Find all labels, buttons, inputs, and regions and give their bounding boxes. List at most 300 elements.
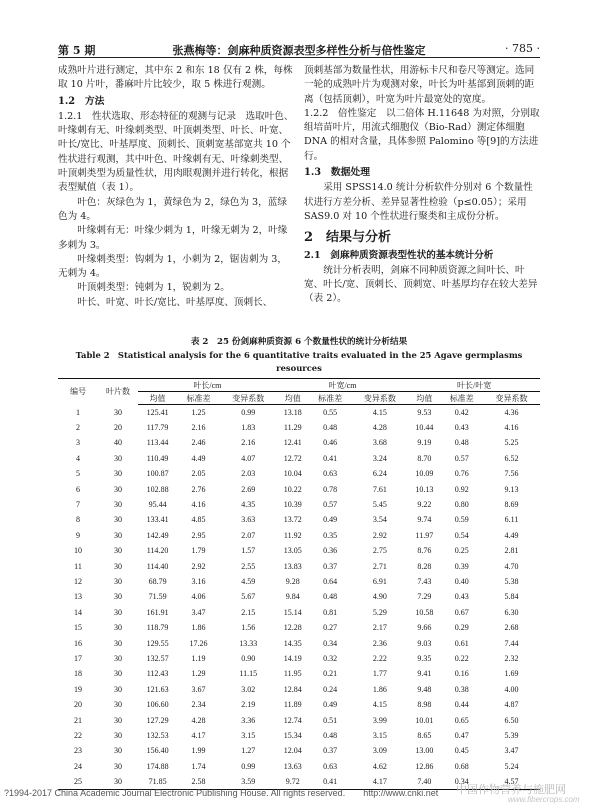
col-header-leaves: 叶片数 [98, 379, 138, 405]
table-cell: 174.88 [146, 761, 169, 771]
table-cell: 6.30 [504, 607, 519, 617]
sub-header: 均值 [408, 392, 440, 405]
table-cell: 30 [114, 623, 122, 633]
table-cell: 16 [74, 638, 82, 648]
table-cell: 9.84 [285, 592, 300, 602]
table-row [58, 512, 540, 527]
sub-header: 标准差 [440, 392, 483, 405]
table-cell: 4.49 [504, 530, 519, 540]
table-cell: 5.29 [372, 607, 387, 617]
table-cell: 8.76 [417, 546, 432, 556]
paragraph-quantitative: 叶长、叶宽、叶长/宽比、叶基厚度、顶刺长、 [77, 296, 273, 308]
table-cell: 112.43 [146, 669, 169, 679]
table-cell: 2.76 [191, 484, 206, 494]
table-cell: 21 [74, 715, 82, 725]
table-row [58, 543, 540, 558]
table-cell: 5.45 [372, 500, 387, 510]
watermark-text: 中国作物营养与施肥网 [456, 784, 566, 796]
table-cell: 9.03 [417, 638, 432, 648]
table-cell: 12.41 [283, 438, 302, 448]
table-cell: 132.57 [146, 653, 169, 663]
table-cell: 0.46 [323, 438, 338, 448]
table-cell: 6.11 [504, 515, 519, 525]
table-cell: 3.15 [241, 730, 256, 740]
paragraph-leaf-color: 叶色：灰绿色为 1，黄绿色为 2，绿色为 3，蓝绿色为 4。 [58, 196, 287, 222]
table-cell: 68.79 [148, 576, 167, 586]
table-cell: 0.48 [323, 592, 338, 602]
table-cell: 6 [76, 484, 80, 494]
table-cell: 7.43 [417, 576, 432, 586]
table-cell: 2.46 [191, 438, 206, 448]
paragraph-1-2-2: 1.2.2 倍性鉴定 以二倍体 H.11648 为对照，分别取组培苗叶片，用流式细胞仪（Bio-Rad）测定体细胞 DNA 的相对含量，具体参照 Palomino 等[9]的方法进行。 [304, 107, 540, 162]
table-cell: 4.15 [372, 407, 387, 417]
table-cell: 106.60 [146, 700, 169, 710]
table-cell: 0.40 [454, 576, 469, 586]
table-cell: 10.09 [415, 469, 434, 479]
table-cell: 1.27 [241, 746, 256, 756]
table-cell: 9.53 [417, 407, 432, 417]
table-cell: 10.44 [415, 423, 434, 433]
copyright-line: ?1994-2017 China Academic Journal Electronic Publishing House. All rights reserved. http://www.cnki.net [4, 788, 439, 798]
table-cell: 142.49 [146, 530, 169, 540]
sub-header: 均值 [138, 392, 177, 405]
table-cell: 2.92 [372, 530, 387, 540]
stats-table [58, 378, 540, 790]
table-cell: 0.57 [323, 500, 338, 510]
table-cell: 1.19 [191, 653, 206, 663]
table-cell: 0.59 [454, 515, 469, 525]
left-column [58, 64, 294, 310]
table-cell: 0.68 [454, 761, 469, 771]
table-cell: 0.81 [323, 607, 338, 617]
table-cell: 13.83 [283, 561, 302, 571]
table-cell: 3.36 [241, 715, 256, 725]
table-cell: 3 [76, 438, 80, 448]
table-cell: 10.22 [283, 484, 302, 494]
table-cell: 30 [114, 407, 122, 417]
table-cell: 4.49 [191, 453, 206, 463]
table-cell: 2.22 [372, 653, 387, 663]
table-cell: 7.29 [417, 592, 432, 602]
table-cell: 4.17 [351, 774, 408, 789]
table-cell: 1.25 [191, 407, 206, 417]
table-cell: 1.69 [504, 669, 519, 679]
table-cell: 4.36 [504, 407, 519, 417]
table-cell: 4 [76, 453, 80, 463]
table-cell: 10.04 [283, 469, 302, 479]
table-cell: 9.19 [417, 438, 432, 448]
table-2 [58, 336, 540, 790]
table-cell: 24 [74, 761, 82, 771]
table-cell: 7 [76, 500, 80, 510]
table-cell: 30 [114, 638, 122, 648]
table-row [58, 589, 540, 604]
table-row [58, 620, 540, 635]
table-cell: 0.49 [323, 515, 338, 525]
table-cell: 10 [74, 546, 82, 556]
group-header-width: 叶宽/cm [277, 379, 409, 392]
footer [4, 784, 594, 804]
table-cell: 0.34 [440, 774, 483, 789]
paragraph-1-2-1: 1.2.1 性状选取、形态特征的观测与记录 选取叶色、叶缘刺有无、叶缘刺类型、叶顶刺类型、叶长、叶宽、叶长/宽比、叶基厚度、顶刺长、顶刺宽基部宽共 10 个性状进行观测，其中叶色、叶缘刺有无、叶缘刺类型、叶顶刺类型为质量性状，用肉眼观测并进行转化，根据表型赋值（表 1）。 [58, 110, 294, 194]
table-cell: 3.63 [241, 515, 256, 525]
table-cell: 1.77 [372, 669, 387, 679]
table-cell: 30 [114, 561, 122, 571]
table-row [58, 682, 540, 697]
table-cell: 6.52 [504, 453, 519, 463]
table-cell: 4.70 [504, 561, 519, 571]
table-cell: 30 [114, 653, 122, 663]
table-row [58, 743, 540, 758]
table-cell: 30 [114, 700, 122, 710]
table-cell: 0.22 [454, 653, 469, 663]
table-cell: 9.72 [277, 774, 309, 789]
table-cell: 3.16 [191, 576, 206, 586]
table-cell: 3.59 [220, 774, 277, 789]
table-cell: 1.86 [372, 684, 387, 694]
table-cell: 23 [74, 746, 82, 756]
table-cell: 7.40 [408, 774, 440, 789]
table-cell: 2.55 [241, 561, 256, 571]
table-cell: 6.91 [372, 576, 387, 586]
table-cell: 2.05 [191, 469, 206, 479]
table-cell: 0.48 [323, 423, 338, 433]
table-cell: 2.92 [191, 561, 206, 571]
table-cell: 13.05 [283, 546, 302, 556]
table-cell: 2.17 [372, 623, 387, 633]
table-cell: 100.87 [146, 469, 169, 479]
running-header [58, 40, 540, 58]
table-row [58, 466, 540, 481]
table-cell: 0.32 [323, 653, 338, 663]
table-cell: 19 [74, 684, 82, 694]
table-cell: 8.69 [504, 500, 519, 510]
table-cell: 0.99 [241, 407, 256, 417]
table-cell: 4.06 [191, 592, 206, 602]
table-cell: 4.62 [372, 761, 387, 771]
table-cell: 11.95 [283, 669, 302, 679]
table-cell: 0.80 [454, 500, 469, 510]
table-cell: 5.84 [504, 592, 519, 602]
table-cell: 7.61 [372, 484, 387, 494]
table-cell: 0.99 [241, 761, 256, 771]
table-cell: 8 [76, 515, 80, 525]
table-cell: 3.09 [372, 746, 387, 756]
section-heading-2-1: 2.1 剑麻种质资源表型性状的基本统计分析 [304, 250, 494, 262]
table-cell: 113.44 [146, 438, 169, 448]
table-cell: 1.29 [191, 669, 206, 679]
table-row [58, 712, 540, 727]
table-cell: 0.67 [454, 607, 469, 617]
table-cell: 0.61 [454, 638, 469, 648]
table-cell: 11.89 [283, 700, 302, 710]
table-cell: 30 [114, 684, 122, 694]
table-cell: 1.99 [191, 746, 206, 756]
table-cell: 5.25 [504, 438, 519, 448]
sub-header: 均值 [277, 392, 309, 405]
table-cell: 9.22 [417, 500, 432, 510]
table-cell: 127.29 [146, 715, 169, 725]
table-cell: 2.07 [241, 530, 256, 540]
table-cell: 0.92 [454, 484, 469, 494]
table-row [58, 405, 540, 420]
table-row [58, 697, 540, 712]
table-cell: 15.34 [283, 730, 302, 740]
table-cell: 0.55 [323, 407, 338, 417]
table-cell: 2.58 [177, 774, 220, 789]
table-cell: 4.57 [483, 774, 540, 789]
table-cell: 1.56 [241, 623, 256, 633]
table-cell: 0.35 [323, 530, 338, 540]
table-cell: 30 [114, 592, 122, 602]
table-caption-zh: 表 2 25 份剑麻种质资源 6 个数量性状的统计分析结果 [190, 337, 408, 347]
table-row [58, 666, 540, 681]
table-cell: 9.13 [504, 484, 519, 494]
paragraph-data-processing: 采用 SPSS14.0 统计分析软件分别对 6 个数量性状进行方差分析、差异显著性检验（p≤0.05）；采用 SAS9.0 对 10 个性状进行聚类和主成份分析。 [304, 182, 533, 222]
paragraph: 成熟叶片进行测定，其中东 2 和东 18 仅有 2 株，每株取 10 片叶，番麻叶片比较少，取 5 株进行观测。 [58, 65, 293, 91]
table-cell: 14.35 [283, 638, 302, 648]
running-title: 张燕梅等：剑麻种质资源表型多样性分析与倍性鉴定 [172, 44, 426, 57]
table-cell: 156.40 [146, 746, 169, 756]
table-cell: 12.72 [283, 453, 302, 463]
table-cell: 5.67 [241, 592, 256, 602]
table-cell: 1.57 [241, 546, 256, 556]
table-cell: 4.59 [241, 576, 256, 586]
table-cell: 12 [74, 576, 82, 586]
table-cell: 2.36 [372, 638, 387, 648]
table-cell: 2.34 [191, 700, 206, 710]
table-cell: 30 [114, 715, 122, 725]
table-cell: 2 [76, 423, 80, 433]
table-cell: 0.63 [323, 761, 338, 771]
table-cell: 18 [74, 669, 82, 679]
table-cell: 30 [114, 669, 122, 679]
table-cell: 0.64 [323, 576, 338, 586]
table-cell: 0.90 [241, 653, 256, 663]
table-cell: 2.71 [372, 561, 387, 571]
table-row [58, 497, 540, 512]
table-cell: 0.57 [454, 453, 469, 463]
table-cell: 9.66 [417, 623, 432, 633]
table-cell: 30 [114, 607, 122, 617]
table-cell: 2.16 [191, 423, 206, 433]
table-cell: 3.47 [504, 746, 519, 756]
table-cell: 132.53 [146, 730, 169, 740]
table-row [58, 651, 540, 666]
table-cell: 117.79 [146, 423, 169, 433]
table-row [58, 635, 540, 650]
table-cell: 0.76 [454, 469, 469, 479]
table-cell: 121.63 [146, 684, 169, 694]
table-cell: 5.38 [504, 576, 519, 586]
table-cell: 0.43 [454, 592, 469, 602]
table-cell: 13.00 [415, 746, 434, 756]
table-cell: 0.42 [454, 407, 469, 417]
table-cell: 0.44 [454, 700, 469, 710]
table-cell: 9.41 [417, 669, 432, 679]
table-cell: 1.83 [241, 423, 256, 433]
table-cell: 12.28 [283, 623, 302, 633]
table-cell: 0.78 [323, 484, 338, 494]
table-cell: 4.28 [191, 715, 206, 725]
table-cell: 4.90 [372, 592, 387, 602]
table-cell: 0.29 [454, 623, 469, 633]
table-caption-en: Table 2 Statistical analysis for the 6 quantitative traits evaluated in the 25 Agave germplasms resources [75, 350, 523, 373]
table-cell: 30 [114, 484, 122, 494]
table-cell: 30 [114, 746, 122, 756]
table-cell: 14.19 [283, 653, 302, 663]
table-cell: 1.86 [191, 623, 206, 633]
table-cell: 0.21 [323, 669, 338, 679]
paragraph-edge-spine: 叶缘刺有无：叶缘少刺为 1，叶缘无刺为 2，叶缘多刺为 3。 [58, 225, 288, 251]
sub-header: 变异系数 [483, 392, 540, 405]
paragraph-edge-spine-type: 叶缘刺类型：钩刺为 1，小刺为 2，锯齿刺为 3，无刺为 4。 [58, 253, 287, 280]
table-cell: 4.16 [191, 500, 206, 510]
table-cell: 3.68 [372, 438, 387, 448]
table-cell: 13.18 [283, 407, 302, 417]
table-cell: 133.41 [146, 515, 169, 525]
group-header-length: 叶长/cm [138, 379, 277, 392]
table-cell: 9.35 [417, 653, 432, 663]
table-cell: 13 [74, 592, 82, 602]
table-cell: 0.38 [454, 684, 469, 694]
table-cell: 12.74 [283, 715, 302, 725]
table-cell: 8.65 [417, 730, 432, 740]
table-cell: 11 [74, 561, 82, 571]
table-cell: 3.99 [372, 715, 387, 725]
table-cell: 9.74 [417, 515, 432, 525]
table-cell: 0.24 [323, 684, 338, 694]
table-cell: 110.49 [146, 453, 169, 463]
table-cell: 6.50 [504, 715, 519, 725]
table-cell: 20 [114, 423, 122, 433]
table-cell: 30 [114, 500, 122, 510]
paragraph-stats: 统计分析表明，剑麻不同种质资源之间叶长、叶宽、叶长/宽、顶刺长、顶刺宽、叶基厚均存在较大差异（表 2）。 [304, 264, 538, 305]
table-cell: 2.81 [504, 546, 519, 556]
table-cell: 11.29 [283, 423, 302, 433]
table-cell: 11.92 [283, 530, 302, 540]
table-cell: 30 [114, 453, 122, 463]
table-cell: 0.63 [323, 469, 338, 479]
table-cell: 15 [74, 623, 82, 633]
issue-number: 第 5 期 [58, 44, 96, 57]
table-cell: 95.44 [148, 500, 167, 510]
paragraph: 顶刺基部为数量性状，用游标卡尺和卷尺等测定。选同一轮的成熟叶片为观测对象，叶长为叶基部到顶刺的距离（包括顶刺），叶宽为叶片最宽处的宽度。 [304, 65, 535, 105]
col-header-no: 编号 [58, 379, 98, 405]
table-cell: 30 [114, 469, 122, 479]
table-cell: 0.36 [323, 546, 338, 556]
table-cell: 13.63 [283, 761, 302, 771]
table-cell: 7.56 [504, 469, 519, 479]
table-cell: 3.47 [191, 607, 206, 617]
table-cell: 9.48 [417, 684, 432, 694]
table-cell: 8.28 [417, 561, 432, 571]
table-cell: 71.59 [148, 592, 167, 602]
table-cell: 3.24 [372, 453, 387, 463]
watermark-url: www.fibercrops.com [508, 795, 580, 804]
table-cell: 0.48 [323, 730, 338, 740]
table-cell: 0.41 [323, 453, 338, 463]
table-cell: 4.15 [372, 700, 387, 710]
table-cell: 1 [76, 407, 80, 417]
table-cell: 10.58 [415, 607, 434, 617]
table-cell: 3.54 [372, 515, 387, 525]
table-row [58, 728, 540, 743]
table-cell: 15.14 [283, 607, 302, 617]
table-cell: 4.07 [241, 453, 256, 463]
table-cell: 2.16 [241, 438, 256, 448]
table-row [58, 605, 540, 620]
table-cell: 14 [74, 607, 82, 617]
table-cell: 4.35 [241, 500, 256, 510]
table-cell: 0.65 [454, 715, 469, 725]
table-cell: 0.54 [454, 530, 469, 540]
table-cell: 161.91 [146, 607, 169, 617]
table-cell: 0.37 [323, 746, 338, 756]
table-cell: 30 [114, 515, 122, 525]
table-cell: 30 [114, 530, 122, 540]
table-cell: 2.75 [372, 546, 387, 556]
table-cell: 13.33 [239, 638, 258, 648]
table-cell: 11.97 [415, 530, 434, 540]
table-cell: 2.15 [241, 607, 256, 617]
table-cell: 17 [74, 653, 82, 663]
table-cell: 3.67 [191, 684, 206, 694]
table-cell: 4.16 [504, 423, 519, 433]
table-row [58, 420, 540, 435]
sub-header: 标准差 [177, 392, 220, 405]
sub-header: 标准差 [309, 392, 352, 405]
table-row [58, 451, 540, 466]
table-cell: 2.03 [241, 469, 256, 479]
table-cell: 12.86 [415, 761, 434, 771]
table-cell: 4.00 [504, 684, 519, 694]
table-cell: 17.26 [189, 638, 208, 648]
table-row [58, 558, 540, 573]
table-cell: 30 [114, 576, 122, 586]
table-cell: 9.28 [285, 576, 300, 586]
table-cell: 129.55 [146, 638, 169, 648]
table-cell: 1.74 [191, 761, 206, 771]
table-row [58, 435, 540, 450]
table-cell: 4.28 [372, 423, 387, 433]
table-cell: 2.68 [504, 623, 519, 633]
section-heading-1-2: 1.2 方法 [58, 95, 105, 107]
table-cell: 22 [74, 730, 82, 740]
table-cell: 0.45 [454, 746, 469, 756]
table-cell: 6.24 [372, 469, 387, 479]
table-row [58, 758, 540, 773]
table-cell: 71.85 [138, 774, 177, 789]
right-column [304, 64, 540, 306]
table-cell: 114.20 [146, 546, 169, 556]
section-heading-2: 2 结果与分析 [304, 230, 392, 246]
table-cell: 0.41 [309, 774, 352, 789]
table-cell: 4.85 [191, 515, 206, 525]
table-cell: 118.79 [146, 623, 169, 633]
table-cell: 1.79 [191, 546, 206, 556]
table-cell: 25 [58, 774, 98, 789]
table-cell: 40 [114, 438, 122, 448]
group-header-ratio: 叶长/叶宽 [408, 379, 540, 392]
table-cell: 8.98 [417, 700, 432, 710]
table-cell: 0.27 [323, 623, 338, 633]
table-cell: 12.84 [283, 684, 302, 694]
table-cell: 2.69 [241, 484, 256, 494]
table-cell: 125.41 [146, 407, 169, 417]
table-cell: 7.44 [504, 638, 519, 648]
sub-header: 变异系数 [351, 392, 408, 405]
